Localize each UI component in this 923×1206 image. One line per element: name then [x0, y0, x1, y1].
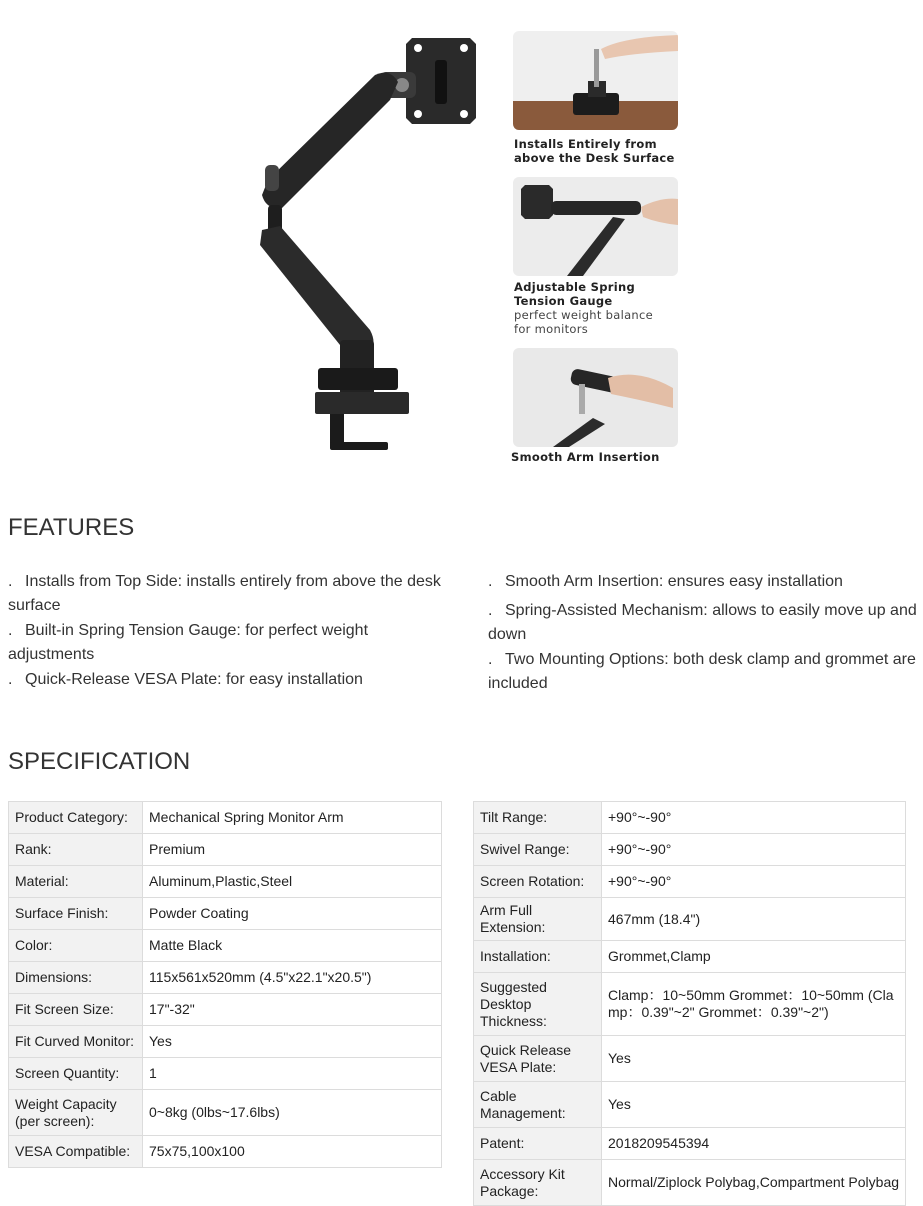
spec-row [9, 1058, 442, 1090]
spec-row [9, 1136, 442, 1168]
spring-tension-adjust-photo [513, 177, 678, 276]
spec-value: Matte Black [143, 930, 442, 962]
spec-value: Yes [602, 1036, 906, 1082]
spec-key: Accessory Kit Package: [474, 1160, 602, 1206]
product-hero [0, 0, 923, 480]
bullet: . [8, 573, 13, 590]
spec-key: Tilt Range: [474, 802, 602, 834]
arm-insertion-photo [513, 348, 678, 447]
spec-table-left [8, 801, 442, 1168]
spec-value: +90°~-90° [602, 866, 906, 898]
caption-tension-title-2: Tension Gauge [514, 294, 613, 308]
spec-row [474, 834, 906, 866]
spec-value: 467mm (18.4") [602, 898, 906, 941]
spec-key: Cable Management: [474, 1082, 602, 1128]
caption-install [514, 137, 675, 165]
spec-value: 2018209545394 [602, 1128, 906, 1160]
spec-key: Fit Screen Size: [9, 994, 143, 1026]
bullet: . [8, 671, 13, 688]
feature-item [8, 668, 448, 692]
spec-table-right [473, 801, 906, 1206]
spec-value: Mechanical Spring Monitor Arm [143, 802, 442, 834]
spec-key: Color: [9, 930, 143, 962]
specification-title: SPECIFICATION [8, 748, 191, 775]
spec-key: Installation: [474, 941, 602, 973]
spec-value: Normal/Ziplock Polybag,Compartment Polybag [602, 1160, 906, 1206]
caption-tension-sub-2: for monitors [514, 322, 589, 336]
caption-insertion-title: Smooth Arm Insertion [511, 450, 660, 464]
spec-row [9, 898, 442, 930]
spec-row [474, 866, 906, 898]
spec-row [9, 802, 442, 834]
caption-install-title: Installs Entirely from [514, 137, 657, 151]
spec-value: 115x561x520mm (4.5"x22.1"x20.5") [143, 962, 442, 994]
spec-key: Swivel Range: [474, 834, 602, 866]
feature-item [488, 599, 920, 647]
spec-value: +90°~-90° [602, 834, 906, 866]
feature-text: Installs from Top Side: installs entirely from above the desk surface [8, 573, 441, 614]
spec-key: Screen Quantity: [9, 1058, 143, 1090]
spec-row [474, 1160, 906, 1206]
spec-value: Yes [602, 1082, 906, 1128]
feature-text: Quick-Release VESA Plate: for easy installation [25, 671, 363, 688]
spec-row [474, 1036, 906, 1082]
feature-text: Spring-Assisted Mechanism: allows to easily move up and down [488, 602, 917, 643]
spec-value: Grommet,Clamp [602, 941, 906, 973]
spec-key: Surface Finish: [9, 898, 143, 930]
feature-item [488, 648, 920, 696]
caption-tension [514, 280, 653, 336]
feature-item [488, 570, 920, 594]
caption-insertion [511, 450, 660, 464]
spec-key: Fit Curved Monitor: [9, 1026, 143, 1058]
spec-value: Powder Coating [143, 898, 442, 930]
spec-key: Weight Capacity (per screen): [9, 1090, 143, 1136]
spec-key: Quick Release VESA Plate: [474, 1036, 602, 1082]
features-left-list [8, 570, 448, 693]
spec-value: 0~8kg (0lbs~17.6lbs) [143, 1090, 442, 1136]
spec-key: Material: [9, 866, 143, 898]
spec-value: Clamp：10~50mm Grommet：10~50mm (Clamp：0.39"~2" Grommet：0.39"~2") [602, 973, 906, 1036]
spec-value: +90°~-90° [602, 802, 906, 834]
spec-value: 1 [143, 1058, 442, 1090]
spec-value: 17"-32" [143, 994, 442, 1026]
feature-item [8, 619, 448, 667]
spec-row [9, 866, 442, 898]
spec-key: Suggested Desktop Thickness: [474, 973, 602, 1036]
feature-text: Smooth Arm Insertion: ensures easy installation [505, 573, 843, 590]
feature-text: Two Mounting Options: both desk clamp and grommet are included [488, 651, 916, 692]
spec-row [9, 994, 442, 1026]
spec-row [9, 962, 442, 994]
spec-value: Yes [143, 1026, 442, 1058]
bullet: . [488, 602, 493, 619]
spec-key: Screen Rotation: [474, 866, 602, 898]
spec-key: VESA Compatible: [9, 1136, 143, 1168]
spec-row [474, 898, 906, 941]
spec-key: Product Category: [9, 802, 143, 834]
spec-row [474, 1082, 906, 1128]
caption-tension-title: Adjustable Spring [514, 280, 635, 294]
features-title: FEATURES [8, 514, 135, 541]
spec-row [474, 941, 906, 973]
spec-key: Arm Full Extension: [474, 898, 602, 941]
features-right-list [488, 570, 920, 697]
spec-key: Dimensions: [9, 962, 143, 994]
bullet: . [488, 573, 493, 590]
spec-row [474, 802, 906, 834]
feature-item [8, 570, 448, 618]
monitor-arm-product-image [240, 30, 490, 460]
spec-row [9, 930, 442, 962]
spec-row [474, 973, 906, 1036]
spec-row [9, 1090, 442, 1136]
spec-row [9, 834, 442, 866]
spec-key: Patent: [474, 1128, 602, 1160]
spec-value: Premium [143, 834, 442, 866]
feature-text: Built-in Spring Tension Gauge: for perfect weight adjustments [8, 622, 369, 663]
desk-clamp-install-photo [513, 31, 678, 130]
bullet: . [488, 651, 493, 668]
spec-row [9, 1026, 442, 1058]
caption-tension-sub: perfect weight balance [514, 308, 654, 322]
spec-key: Rank: [9, 834, 143, 866]
spec-value: Aluminum,Plastic,Steel [143, 866, 442, 898]
bullet: . [8, 622, 13, 639]
spec-value: 75x75,100x100 [143, 1136, 442, 1168]
spec-row [474, 1128, 906, 1160]
caption-install-title-2: above the Desk Surface [514, 151, 675, 165]
